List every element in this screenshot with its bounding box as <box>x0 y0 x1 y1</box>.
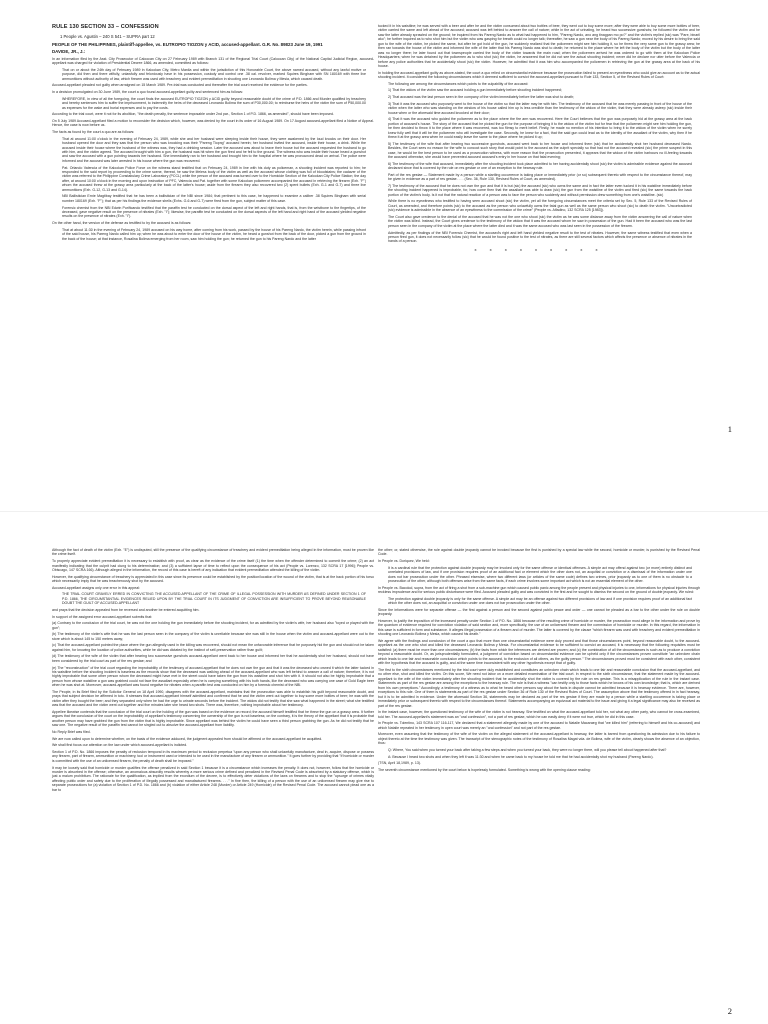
paragraph: In the instant case, however, the questioned testimony of the wife of the victim is not hearsay. She testified on what the accused-appellant told her, not what any other party, who cannot be cross-examined, told her. The accused-appellant's statement was an "oral confession", not a part of res gestae, which he can easily deny if it were not true, which he did in this case. <box>378 710 700 719</box>
ponente: DAVIDE, JR., J.: <box>52 49 86 55</box>
paragraph: On the other hand, the version of the defense as testified to by the accused is as follows: <box>52 221 192 226</box>
page-1-left-column <box>52 24 374 243</box>
paragraph: 4) That it was the accused who guided the policemen as to the place where the fire arm was recovered. Here the Court believes that the gun was purposely hid at the grassy area at the back portion of accused's house. The story of the accused that he picked the gun for the purpose of bringing it to the widow of the victim but for fear that the policemen might see him holding the gun, he then decided to throw it to the place where it was recovered, was too flimsy to merit belief. Firstly, he made no mention of his intention to bring it to the widow of the victim when he surely knew fully well that it will be the policemen who will investigate the case. Secondly, he knew for a fact, that the said gun could lead as to the identity of the assailant of the victim, why then if he threw it at the grassy area when he could easily leave the same to the place where he picked it up; <box>388 117 692 140</box>
paragraph: Section 1 of P.D. No. 1866 imposes the penalty of reclusion temporal in its maximum period to reclusion perpetua "upon any person who shall unlawfully manufacture, deal in, acquire, dispose or possess any firearm, part of firearm, ammunition or machinery, tool or instrument used or intended to be used in the manufacture of any firearm or ammunition." It goes further by providing that "if homicide or murder is committed with the use of an unlicensed firearm, the penalty of death shall be imposed." <box>52 749 374 763</box>
paragraph: Part of the res gestae — Statement made by a person while a startling occurrence is taking place or immediately prior (or so) subsequent thereto with respect to the circumstance thereof, may be given in evidence as a part of res gestae. . . . (Sec. 36, Rule 130, Revised Rules of Court, as amended). <box>388 172 692 182</box>
paragraph: Admittedly, as per findings of the NBI Forensic Chemist, the accused's right and left hand yielded negative result to the test of nitrates. However, the same witness testified that even when a person fired gun, it does not necessarily follow (sic) that he would be found positive to the test of nitrates, as there are still several factors which affects the presence or absence of nitrates in the hands of a person. <box>388 230 692 244</box>
paragraph: The facts as found by the court a quo are as follows: <box>52 130 135 135</box>
paragraph: (a) Contrary to the conclusion of the trial court, he was not the one holding the gun immediately before the shooting incident, for as admitted by the victim's wife, her husband also "toyed or played with the gun"; <box>52 621 374 630</box>
paragraph: (c) That the accused-appellant pointed the place where the gun allegedly used in the killing was recovered, should not mean the unfavorable inference that he purposely hid the gun and should not be taken against him, for knowing the location of police authorities, while he did was dictated by the instinct of self-preservation rather than guilt; <box>52 643 374 652</box>
paragraph: No Reply Brief was filed. <box>52 730 91 735</box>
paragraph: In an information filed by the Asst. City Prosecutor of Caloocan City on 27 February 1989 with Branch 131 of the Regional Trial Court (Caloocan City) of the National Capital Judicial Region, accused-appellant was charged for violation of Presidential Decree 1866, as amended, committed as follows: <box>52 56 374 66</box>
page-2-left-column <box>52 548 374 794</box>
paragraph: The People, in its Brief filed by the Solicitor General on 18 April 1990, disagrees with the accused-appellant, maintains that the prosecution was able to establish his guilt beyond reasonable doubt, and prays that subject decision be affirmed in toto. It stresses that accused-appellant himself admitted and confirmed that he and the victim went out together to buy some more bottles of beer; he was with the victim after they bought the beer; and they separated only when he had the urge to urinate seconds before the incident. The widow did not testify that she saw what happened in the street; what she testified was that the accused and the victim went out together and five minutes later she heard two shots. There was, therefore, nothing improbable about her testimony. <box>52 690 374 708</box>
paragraph: That at about 11:30 in the evening of February 24, 1989 accused on his way home, after coming from his work, passed by the house of his Pareng Nardo, the victim herein, while passing infront of the said house, his Pareng Nardo called him up; when he was about to enter the door of the house of the victim, he heard a gunshot from the back of the door, picked a gun from the ground in the back of the house; at that instance, Rosalina Bolima emerging from her room, saw him holding the gun; he returned the gun to his Pareng Nardo and the latter <box>62 227 366 241</box>
paragraph: In People vs. Bacolod, supra, from the act of firing a shot from a sub-machine gun which caused public panic among the people present and physical injuries to one, informations for physical injuries through reckless imprudence and for serious public disturbance were filed. Accused pleaded guilty and was convicted in the first and he sought to dismiss the second on the ground of double jeopardy. We ruled: <box>378 585 700 595</box>
paragraph: However, to justify the imposition of the increased penalty under Section 1 of P.D. No. 1866 because of the resulting crime of homicide or murder, the prosecution must allege in the information and prove by the quantum of evidence required for conviction violation of said section and, more specifically, the use of an unlicensed firearm and the commission of homicide or murder. In this regard, the information in this case is sufficient in form and substance. It alleges illegal possession of a firearm and of murder. The latter is covered by the clause "which firearm was used with treachery and evident premeditation in shooting one Leonardo Bolima y Mesia, which caused his death." <box>378 619 700 637</box>
paragraph: We shall first focus our attention on the law under which accused-appellant is indicted. <box>52 743 188 748</box>
paragraph: However, the qualifying circumstance of treachery is appreciated in this case since its presence could be established by the position/location of the wound of the victim, that is at the back portion of his torso which necessarily imply that he was treacherously shot by the accused. <box>52 574 374 584</box>
section-break: x x x x x x x x x <box>474 246 604 252</box>
paragraph: Q: Where, You said when you turned your back after taking a few steps and when you turned your back, they were no longer there, will you please tell about happened after that? <box>388 747 667 752</box>
paragraph: 6) The testimony of the wife that accused, immediately after the shooting incident took place admitted to her having accidentally shoot (sic) the victim is admissible evidence against the accused declarant since that is covered by the rule on res gestae or one of an exception to the hearsay rule. <box>388 161 692 171</box>
paragraph: 7) The testimony of the accused that he does not own the gun and that it is but (sic) the accused (sic) who owns the same and in fact the latter even tucked it in his waistline immediately before the shooting incident happened is improbable, for, how come then that the assailant was able to draw (sic) the gun from the waistline of the victim and fired (sic) the same towards the back portion of the victim's body. Is it not that the natural reaction of a person was to face the person who suddenly and without permission drew something from one's waistline. (sic) <box>388 183 692 197</box>
paragraph: THE TRIAL COURT GRAVELY ERRED IN CONVICTING THE ACCUSED-APPELLANT OF THE CRIME OF ILLEGAL POSSESSION WITH MURDER AS DEFINED UNDER SECTION 1 OF P.D. 1866, THE CIRCUMSTANTIAL EVIDENCES RELIED UPON BY THE TRIAL COURT IN ITS JUDGMENT OF CONVICTION ARE INSUFFICIENT TO PROVE BEYOND REASONABLE DOUBT THE GUILT OF ACCUSED-APPELLANT <box>62 592 366 606</box>
paragraph: A: Because I heard two shots and when they left it was 11:30 and when he came back to my house he told me that he had accidentally shot my husband (Pareng Nardo). <box>388 754 654 759</box>
paragraph: 2) That accused was the last person seen in the company of the victim immediately before the latter was shot to death; <box>388 95 575 100</box>
paragraph: The protection against double jeopardy is only for the same offense. A simple act may be an offense against two different provisions of law and if one provision requires proof of an additional fact which the other does not, an acquittal or conviction under one does not bar prosecution under the other. <box>388 596 692 606</box>
paragraph: In support of the assigned error accused-appellant submits that: <box>52 614 153 619</box>
paragraph: It may be loosely said that homicide or murder qualifies the offense penalized in said Section 1 because it is a circumstance which increases the penalty. It does not, however, follow that the homicide or murder is absorbed in the offense; otherwise, an anomalous absurdity results whereby a more serious crime defined and penalized in the Revised Penal Code is absorbed by a statutory offense, which is just a malum prohibitum. The rationale for the qualification, as implied from the exordium of the decree, is to effectively deter violations of the laws on firearms and to stop the "upsurge of crimes vitally affecting public order and safety due to the proliferation of illegally possessed and manufactured firearms. . . ." In fine then, the killing of a person with the use of an unlicensed firearm may give rise to separate prosecutions for (a) violation of Section 1 of P.D. No. 1866 and (b) violation of either Article 248 (Murder) or Article 249 (Homicide) of the Revised Penal Code. The accused cannot plead one as a bar to <box>52 765 374 792</box>
paragraph: NBI Ballistician Ernie Magtibay testified that he has been a ballistician of the NBI since 1984; that pertinent to this case, he happened to examine a caliber .38 Squires Bingham with serial number 180169 (Exh. "F"); that as per his findings the evidence shells (Exhs. G-6 and G-7) were fired from the gun, subject matter of this case. <box>62 194 366 203</box>
paragraph: In People vs. Tolentino, 143 SCRA 107 116-117, We declared that a statement allegedly made by one of the accused to Natalie Macaraeg that "we killed him" (referring to himself and his co-accused) and which Natalie repeated in her testimony in open court was merely an "oral confession" and not part of the res gestae. <box>378 721 700 730</box>
paragraph: That at around 11:00 o'clock in the evening of February 24, 1989, while she and her husband were sleeping inside their house, they were awakened by the loud knocks on their door. Her husband opened the door and they saw that the person who was knocking was their "Pareng Tiopng" accused herein; her husband invited the accused, inside their house, a drink. While the accused inside their house where the husband of the witness was, they had a drinking session. Later the accused was about to leave their house but the accused requested the husband to go with him, and the victim agreed. The accused brought with him a gun, the husband was hit when the gun fired and he fell to the ground. The witness who was inside their house heard a gunshot and saw the accused with a gun pointing towards her husband. She immediately ran to her husband and brought him to the hospital where he was pronounced dead on arrival. The police were informed and the accused was later arrested in his house where the gun was recovered. <box>62 136 366 163</box>
paragraph: Moreover, even assuming that the testimony of the wife of the victim on the alleged statement of the accused-appellant is hearsay, the latter is barred from questioning its admission due to his failure to object thereto at the time the testimony was given. The transcript of the stenographic notes of the testimony of Rosalina Magat vda. de Bolima, wife of the victim, clearly shows the absence of an objection, thus: <box>378 732 700 746</box>
paragraph: Although the fact of death of the victim (Exh. "E") is undisputed, still the presence of the qualifying circumstance of treachery and evident premeditation being alleged in the information, must be proven like the crime itself. <box>52 548 374 557</box>
paragraph: That on or about the 24th day of February 1989 in Kalookan City, Metro Manila and within the jurisdiction of this Honorable Court, the above named accused, without any lawful motive or purpose, did then and there wilfully, unlawfully and feloniously have in his possession, custody and control one .38 cal. revolver, marked Squires Bingham with SN 180169 with three live ammunitions without authority of law, which firearm was used with treachery and evident premeditation in shooting one Leonardo Bolima y Mesia, which caused death. <box>62 67 366 81</box>
paragraph: We agree with the findings and conclusion of the court a quo that more than one circumstantial evidence were duly proved and that those circumstances point, beyond reasonable doubt, to the accused-appellant as the one who shot and killed the deceased Leonardo Bolima y Mesia. For circumstantial evidence to be sufficient to convict an accused, it is necessary that the following requisites must be satisfied: (a) there must be more than one circumstances; (b) the facts from which the inferences are derived are proven; and (c) the combination of all the circumstances is such as to produce a conviction beyond a reasonable doubt. Or, as jurisprudentially formulated, a judgment of conviction based on circumstantial evidence can be upheld only if the circumstances proven constitute "an unbroken chain which leads to one fair and reasonable conclusion which points to the accused, to the exclusion of all others, as the guilty person." The circumstances proved must be consistent with each other, consistent with the hypothesis that the accused is guilty, and at the same time inconsistent with any other hypothesis except that of guilty. <box>378 639 700 666</box>
paragraph: the other; or, stated otherwise, the rule against double jeopardy cannot be invoked because the first is punished by a special law while the second, homicide or murder, is punished by the Revised Penal Code. <box>378 548 700 557</box>
paragraph: Pat. Orlando Valencia of the Kalookan Police Force on the witness stand testified that on February 24, 1989 in line with his duty as policeman, a shooting incident was reported to him; he responded to the said report by proceeding to the crime scene, thereat, he saw the lifeless body of the victim as well as the accused whose clothing was full of bloodstains; the cadaver of the victim was referred to the Philippine Constabulary Crime Laboratory (PCCL) while the person of the accused was turned over to the Homicide Section of the Kalookan City Police Station; the day after, at around 10:00 o'clock in the morning and upon instruction of PFC, Valencia and Pat. together with some Kalookan policemen accompanied the accused in retrieving the firearm (Exh. "F") whom the accused threw at the grassy area particularly at the back of the latter's house; aside from the firearm they also recovered two (2) spent bullets (Exh. G-1 and G-7) and three live ammunitions (Exh. G-12, G-13 and G-14). <box>62 165 366 192</box>
paragraph: In People vs. Doriquez, We held: <box>378 559 430 564</box>
paragraph: WHEREFORE, in view of all the foregoing, the court finds the accused EUTROPIO TIOZON y ACID guilty beyond reasonable doubt of the crime of P.D. 1866 and Murder qualified by treachery and hereby sentences him to suffer the imprisonment, to indemnify the heirs of the deceased Leonardo Bolima the sum of P30,000.00; to reimburse the heirs of the victim the sum of P50,000.00 as expenses for the wake and burial expenses and to pay the costs. <box>62 96 366 110</box>
paragraph: It is a cardinal rule that the protection against double jeopardy may be invoked only for the same offense or identical offenses. A simple act may offend against two (or more) entirely distinct and unrelated provisions of law, and if one provision requires proof of an additional fact or element which the other does not, an acquittal or conviction or a dismissal of the information under one does not bar prosecution under the other. Phrased elsewise, where two different laws (or articles of the same code) defines two crimes, prior jeopardy as to one of them is no obstacle to a prosecution of the other, although both offenses arise from the same facts, if each crime involves some important act which is not an essential element of the other. <box>388 565 692 584</box>
page-number: 1 <box>727 424 732 434</box>
case-caption: PEOPLE OF THE PHILIPPINES, plaintiff-appellee, vs. EUTROPIO TIOZON y ACID, accused-appellant. G.R. No. 89823 June 19, 1991 <box>52 42 323 47</box>
document-title: RULE 130 SECTION 33 – CONFESSION <box>52 24 159 30</box>
paragraph: The seventh circumstance mentioned by the court below is hopelessly formulated. Something is wrong with the opening clause reading: <box>378 767 591 772</box>
paragraph: The following are among the circumstances which points to the culpability of the accused: <box>388 81 529 86</box>
paragraph: 3) That it was the accused who purposely went to the house of the victim so that the latter may be with him. The testimony of the accused that he was merely passing in front of the house of the victim when the latter who was standing on the window of his house called him up is less credible than the testimony of the widow of the victim, that they were already asleep (sic) inside their house when or the aforesaid time accused knocked at their door; <box>388 101 692 115</box>
page-2-right-column <box>378 548 700 774</box>
paragraph: (TSN, April 18,1989, p. 13). <box>378 761 421 766</box>
paragraph: (b) The testimony of the victim's wife that he was the last person seen in the company of the victim is unreliable because she was still in the house when the victim and accused-appellant were out to the store which is about 145 to 150 meters away; <box>52 632 374 641</box>
paragraph: The Court also gave credence to the denial of the accused that he was not the one who shoot (sic) the victim as he was some distance away from the victim answering the call of nature when the victim was killed. Instead, the Court gives credence to the testimony of the widow that it was the accused whom he saw in possession of the gun. Had it been the accused who was the last person seen in the company of the victim at the place where the latter died and it was the same accused who was last seen in the possession of the firearm. <box>388 215 692 228</box>
paragraph: On 5 July 1989 Accused-appellant filed a motion to reconsider the decision which, however, was denied by the court in its order of 16 August 1989. On 17 August accused-appellant filed a Notice of Appeal. Hence, the case is now before us. <box>52 118 374 128</box>
document-page-2 <box>0 512 768 1024</box>
paragraph: Forensic chemist from the NBI Edwin Purificando testified that the paraffin test he conducted on the dorsal aspect of the left and right hands, that is, from the wristbone to the fingertips, of the deceased, gave negative result on the presence of nitrates (Exh. "I"); likewise, the paraffin test he conducted on the dorsal aspects of the left hand and right hand of the accused yielded negative results on the presence of nitrates (Exh. "I"). <box>62 205 366 219</box>
page-number: 2 <box>727 1006 732 1016</box>
paragraph: To properly appreciate evident premeditation it is necessary to establish with proof, as clear as the evidence of the crime itself (1) the time when the offender determined to commit the crime; (2) an act manifestly indicating that the culprit had clung to his determination; and (3) a sufficient lapse of time to reflect upon the consequence of his act (People vs. Lorenzo, 132 SCRA 17 [1996]; People vs. Obiscago, 147 SCRA 166). Although alleged in the information, the record of this case is bereft of any indication that evident premeditation attended the killing of the victim. <box>52 559 374 572</box>
paragraph: Accused-appellant pleaded not guilty when arraigned on 15 March 1989. Pre-trial was conducted and thereafter the trial court received the evidence for the parties. <box>52 83 308 88</box>
paragraph: (e) The "reconstruction" of the trial court regarding the improbability of the testimony of accused-appellant that he does not own the gun and that it was the deceased who owned it which the latter tucked in his waistline before the shooting incident is baseless as the records show that the deceased was walking ahead of the accused-appellant who was left behind to answer a call of nature; therefore, it is not highly improbable that some other person whom the deceased might have met in the street could have taken the gun from his waistline and shot him with it. It should not also be highly improbable that a person from whose waistline a gun was grabbed could not face the assailant especially when he is carrying something with his both hands, like the deceased who was carrying one case of Gold Eagle beer when he was shot at. Moreover, accused-appellant was found negative for nitrates when a paraffin test was conducted on him by a forensic chemist of the NBI. <box>52 665 374 688</box>
paragraph: tucked it in his waistline; he was served with a beer and after he and the victim consumed about two bottles of beer, they went out to buy some more; after they were able to buy some more bottles of beer, victim carried the same and left ahead of the accused; accused was left behind to answer the call of nature; while in the act of urinating, he heard two successive gunshots; he followed the victim and he saw the latter already sprawled on the ground; he inquired from his Pareng Nardo as to what had happened to him, "Pareng Nardo, ano ang tinagpan mo po?" and the victim's replied (sic) was "Pare, binaril ako"; he further inquired as to who shot him but the victim who was gasping for breath could no longer talk; thereafter, he saw a gun near the body of his Pareng Nardo; moved by his desire to bring the said gun to the wife of the victim, he picked the same, but after he got hold of the gun, he suddenly realized that the policemen might see him holding it, so he threw the very same gun to the grassy area; he then ran towards the house of the victim and informed the wife of the latter that his Pareng Nardo was shot to death; he returned to the place where he left the body of the victim but the body of the latter was no longer there; he later found out that townspeople carried the body of the victim towards the main road; when the policemen arrived he was ordered to go with them at the Kalookan Police Headquarters; when he was detained by the policemen as to who shot (sic) the victim, he answered that he did not see the actual shooting incident; never did he declare nor utter before the Valencia or before any police authorities that he accidentally shoot (sic) the victim. However, he admitted that it was him who accompanied the policemen in retrieving the gun at the grassy area at the back of his house. <box>378 24 700 69</box>
paragraph: In a decision promulgated on 30 June 1989, the court a quo found accused-appellant guilty and sentenced him as follows: <box>52 90 244 95</box>
paragraph: 1) That the widow of the victim saw the accused holding a gun immediately before shooting incident happened; <box>388 88 562 93</box>
paragraph: Since the informations were for separate offense — the first against a person and the second against public peace and order — one cannot be pleaded as a bar to the other under the rule on double jeopardy. <box>378 607 700 617</box>
case-citation: 1 People vs. Agustin – 240 S 541 – SUPRA part 12 <box>60 34 155 39</box>
paragraph: Accused-appellant assigns only one error in this appeal: <box>52 585 140 590</box>
paragraph: The first to the sixth circumstances mentioned by the trial court were duly established and constitutes an unbroken chain which leads to one fair and reasonable conclusion that the accused-appellant, and no other else, shot and killed the victim. On this score, We need not labor on a more detailed examination of the trial court. In respect to the sixth circumstance, that the statement made by the accused-appellant to the wife of the victim immediately after the shooting incident that he accidentally shot the victim is covered by the rule on res gestae. This is a misapplication of the rule in the instant case. Statements as part of the res gestae are among the exceptions to the hearsay rule. The rule is that a witness "can testify only to those facts which he knows of his own knowledge; that is, which are derived from his own perceptions." Accordingly, a testimony of a witness as to what he heard other persons say about the facts in dispute cannot be admitted because it is hearsay evidence. There are, however, exceptions to this rule. One of them is statements as part of the res gestae under Section 36 of Rule 130 of the Revised Rules of Court. The assumption above that the testimony offered in in fact hearsay, but it is to be admitted in evidence. Under the aforesaid Section 36, statements may be declared as part of the res gestae if they are made by a person while a startling occurrence is taking place or immediately prior or subsequent thereto with respect to the circumstances thereof. Statements accompanying an equivocal act material to the issue and giving it a legal significance may also be received as part of the res gestae. <box>378 667 700 708</box>
paragraph: While there is no eyewitness who testified to having seen accused shoot (sic) the victim, yet all the foregoing circumstances meet the criteria set by Sec. 5, Rule 133 of the Revised Rules of Court, as amended, and therefore points (sic) to the accused as the person who unlawfully owns the fatal gun as well as the same person who shoot (sic) to death the victim. "Uncontradicted (sic) evidence is admissible in the absence of an eyewitness to the commission of the crime" (People vs. Alfadino, 132 SCRA 125 [1983]). <box>388 199 692 213</box>
page-1-right-column <box>378 24 700 255</box>
paragraph: According to the trial court, were it not for its abolition, "the death penalty, the sentence imposable under 2nd par., Section 1 of P.D. 1866, as amended", should have been imposed. <box>52 112 334 117</box>
paragraph: and prays that the decision appealed from be reversed and another be entered acquitting him. <box>52 607 200 612</box>
paragraph: Appellee likewise contends that the conclusion of the trial court on the holding of the gun was based on the evidence on record; the accused himself testified that he threw the gun on a grassy area. It further argues that the conclusion of the court on the improbability of appellant's testimony concerning the ownership of the gun is not baseless; on the contrary, it is the theory of the appellant that it is probable that another person may have grabbed the gun from the victim that is highly improbable. Since appellant was behind the victim he could have seen a third person grabbing the gun. As he did not testify that he saw one. The negative result of the paraffin test cannot be singled out to absolve the accused-appellant from liability. <box>52 710 374 728</box>
paragraph: We are now called upon to determine whether, on the basis of the evidence adduced, the judgment appealed from should be affirmed or the accused-appellant be acquitted. <box>52 736 323 741</box>
paragraph: (d) The testimony of the wife of the victim that after hearing two successive gunshots accused-appellant went back to her house and informed her that he accidentally shot her husband, should not have been considered by the trial court as part of the res gestae; and <box>52 654 374 663</box>
paragraph: In holding the accused-appellant guilty as above-stated, the court a quo relied on circumstantial evidence because the prosecution failed to present an eyewitness who could give an account as to the actual shooting incident. It considered the following circumstances which it deemed sufficient to convict the accused-appellant pursuant to Rule 133, Section 5, of the Revised Rules of Court: <box>378 70 700 80</box>
paragraph: 5) The testimony of the wife that after hearing two successive gunshots, accused went back to her house and informed them (sic) that he accidentally shot her husband deceased Nardo. Besides, the Court sees no reason for the wife to concoct such story that would point to the accused as the culprit specially so that had not the accused revealed (sic) the prime suspect in this case, he would be the best person to be used as a prosecution witness, with more reason that the prosecution presented, it appears that the widow of the victim harbours no ill-feeling towards the accused otherwise, she would have prevented accused accused's entry in her house on that fatal evening; <box>388 141 692 160</box>
